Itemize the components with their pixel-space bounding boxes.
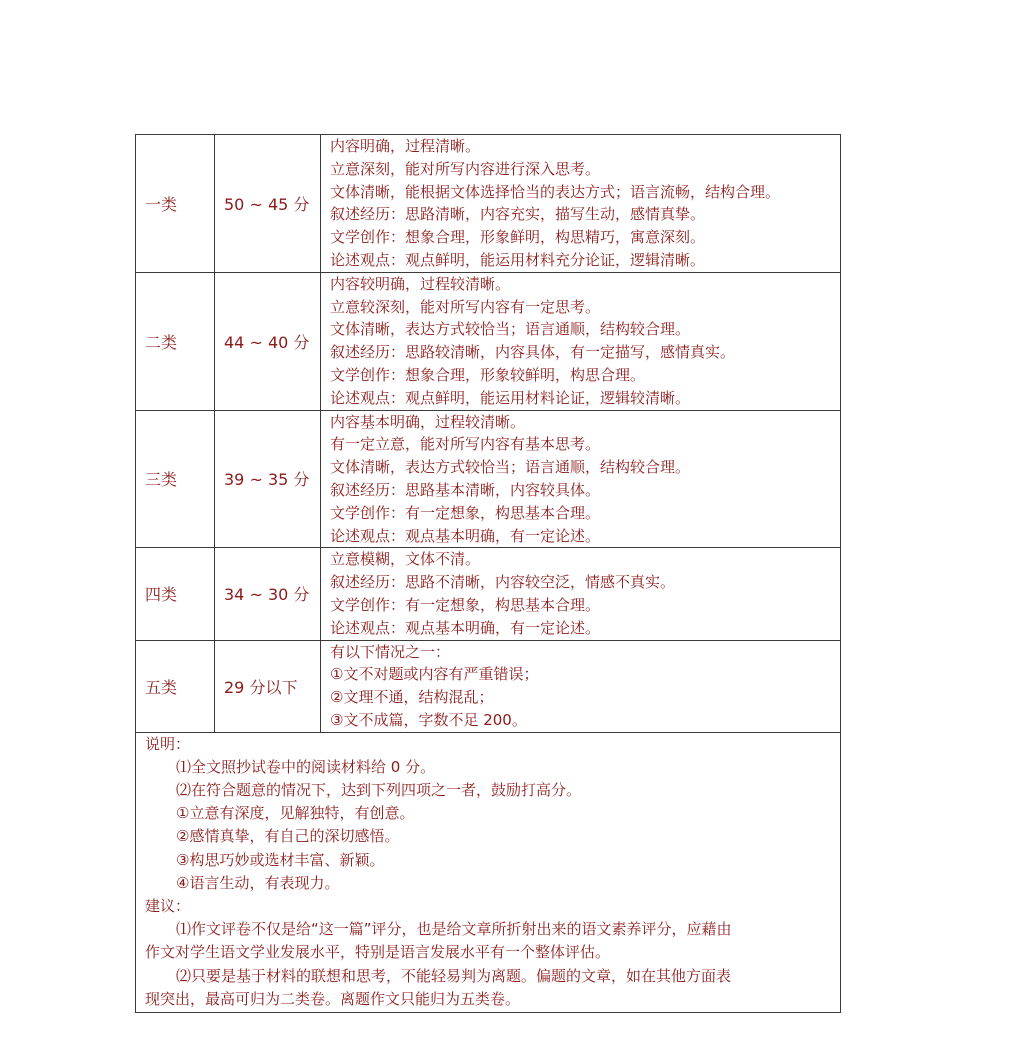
criteria-description [321,548,841,640]
criteria-line: 叙述经历：思路清晰，内容充实，描写生动，感情真挚。 [330,205,706,224]
criteria-description [321,410,841,548]
note-line: ①立意有深度，见解独特，有创意。 [176,804,415,823]
grade-category: 四类 [136,548,215,640]
criteria-line: 立意模糊，文体不清。 [330,550,481,569]
note-line: ③构思巧妙或选材丰富、新颖。 [176,850,385,869]
note-line: ⑵只要是基于材料的联想和思考，不能轻易判为离题。偏题的文章，如在其他方面表 [176,966,732,985]
criteria-line: 论述观点：观点鲜明，能运用材料充分论证，逻辑清晰。 [330,250,706,269]
criteria-line: 论述观点：观点基本明确，有一定论述。 [330,618,601,637]
note-line: 建议： [145,897,191,916]
rubric-body [136,135,841,1013]
rubric-row [136,135,841,273]
grade-category: 三类 [136,410,215,548]
score-range: 44 ~ 40 分 [215,272,321,410]
criteria-line: 论述观点：观点鲜明，能运用材料论证，逻辑较清晰。 [330,388,691,407]
note-line: 作文对学生语文学业发展水平，特别是语言发展水平有一个整体评估。 [145,943,611,962]
criteria-line: 文学创作：有一定想象，构思基本合理。 [330,595,601,614]
note-line: 现突出，最高可归为二类卷。离题作文只能归为五类卷。 [145,989,521,1008]
criteria-line: 文学创作：想象合理，形象较鲜明，构思合理。 [330,365,646,384]
rubric-row [136,548,841,640]
criteria-line: 有以下情况之一： [330,642,451,661]
criteria-line: 内容较明确，过程较清晰。 [330,274,511,293]
notes-cell [136,732,841,1012]
criteria-line: 有一定立意，能对所写内容有基本思考。 [330,435,601,454]
note-line: ④语言生动，有表现力。 [176,873,340,892]
criteria-line: 文学创作：有一定想象，构思基本合理。 [330,503,601,522]
criteria-line: 内容明确，过程清晰。 [330,137,481,155]
criteria-description [321,135,841,273]
score-range: 34 ~ 30 分 [215,548,321,640]
score-range: 39 ~ 35 分 [215,410,321,548]
rubric-row [136,410,841,548]
criteria-line: 叙述经历：思路不清晰，内容较空泛，情感不真实。 [330,573,676,592]
score-range: 50 ~ 45 分 [215,135,321,273]
criteria-line: 论述观点：观点基本明确，有一定论述。 [330,526,601,545]
criteria-line: ②文理不通，结构混乱； [330,688,494,707]
note-line: ⑵在符合题意的情况下，达到下列四项之一者，鼓励打高分。 [176,781,582,800]
criteria-line: 立意深刻，能对所写内容进行深入思考。 [330,159,601,178]
grade-category: 一类 [136,135,215,273]
criteria-line: 文体清晰，能根据文体选择恰当的表达方式；语言流畅，结构合理。 [330,182,781,201]
grade-category: 二类 [136,272,215,410]
criteria-description [321,640,841,732]
note-line: 说明： [145,734,191,753]
note-line: ⑴作文评卷不仅是给“这一篇”评分，也是给文章所折射出来的语文素养评分，应藉由 [176,920,732,939]
score-range: 29 分以下 [215,640,321,732]
criteria-line: 内容基本明确，过程较清晰。 [330,412,526,431]
criteria-line: ①文不对题或内容有严重错误； [330,665,539,684]
criteria-line: ③文不成篇，字数不足 200。 [330,710,527,729]
grading-rubric-table [135,134,841,1013]
criteria-description [321,272,841,410]
grade-category: 五类 [136,640,215,732]
criteria-line: 文体清晰，表达方式较恰当；语言通顺，结构较合理。 [330,458,691,477]
criteria-line: 叙述经历：思路较清晰，内容具体，有一定描写，感情真实。 [330,343,736,362]
notes-row [136,732,841,1012]
note-line: ⑴全文照抄试卷中的阅读材料给 0 分。 [176,757,436,776]
note-line: ②感情真挚，有自己的深切感悟。 [176,827,400,846]
rubric-row [136,640,841,732]
criteria-line: 立意较深刻，能对所写内容有一定思考。 [330,297,601,316]
criteria-line: 文体清晰，表达方式较恰当；语言通顺，结构较合理。 [330,320,691,339]
criteria-line: 文学创作：想象合理，形象鲜明，构思精巧，寓意深刻。 [330,228,706,247]
criteria-line: 叙述经历：思路基本清晰，内容较具体。 [330,480,601,499]
rubric-row [136,272,841,410]
